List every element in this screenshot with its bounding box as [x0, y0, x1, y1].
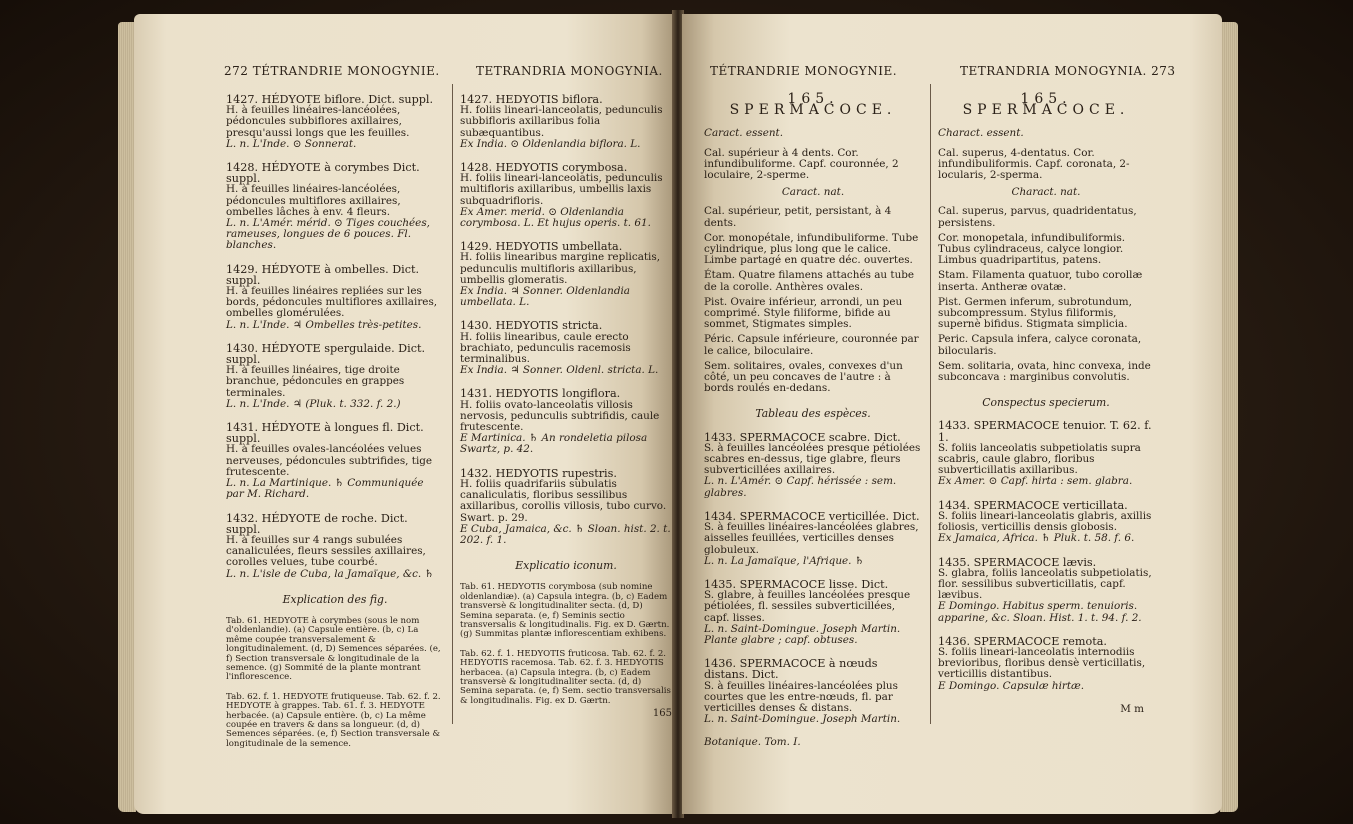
latin-column — [938, 90, 1154, 715]
entry-note: L. n. La Jamaïque, l'Afrique. ♄ — [704, 554, 865, 567]
entry-1430-la — [460, 320, 672, 376]
entry-note: L. n. L'isle de Cuba, la Jamaïque, &c. ♄ — [226, 567, 434, 580]
entry-text: S. glabre, à feuilles lancéolées presque pétiolées, fl. sessiles subverticillées, capf. lisses. — [704, 589, 911, 624]
entry-text: S. foliis lineari-lanceolatis internodiis brevioribus, floribus densè verticillatis, verticillis distantibus. — [938, 645, 1146, 681]
left-page — [134, 14, 674, 814]
entry-text: H. foliis quadrifariis subulatis canaliculatis, floribus sessilibus axillaribus, corollis villosis, tubo curvo. Swart. p. 29. — [460, 477, 667, 524]
char-line: Pist. Ovaire inférieur, arrondi, un peu comprimé. Style filiforme, bifide au sommet, Stigmates simples. — [704, 295, 903, 331]
entry-head: 1429. HÉDYOTE à ombelles. Dict. suppl. — [226, 262, 420, 287]
entry-text: H. foliis lineari-lanceolatis, pedunculis multifloris axillaribus, umbellis laxis subquadrifloris. — [460, 172, 663, 207]
char-line: Péric. Capsule inférieure, couronnée par le calice, biloculaire. — [704, 333, 919, 357]
entry-text: H. à feuilles ovales-lancéolées velues nerveuses, pédoncules subtrifides, tige frutescente. — [226, 443, 433, 478]
entry-text: H. foliis lineari-lanceolatis, pedunculis subbifloris axillaribus folia subæquantibus. — [460, 104, 663, 139]
entry-text: H. foliis ovato-lanceolatis villosis nervosis, pedunculis subtrifidis, caule frutescente. — [460, 398, 660, 434]
entry-head: 1427. HEDYOTIS biflora. — [460, 93, 603, 106]
char-label: Caract. nat. — [781, 186, 845, 199]
catchword: Botanique. Tom. I. — [704, 736, 801, 749]
entry-1432-la — [460, 468, 672, 546]
entry-head: 1433. SPERMACOCE scabre. Dict. — [704, 430, 901, 444]
entry-head: 1428. HÉDYOTE à corymbes Dict. suppl. — [226, 161, 420, 186]
entry-1436-la — [938, 636, 1154, 692]
entry-note: E Martinica. ♄ An rondeletia pilosa Swartz, p. 42. — [460, 432, 648, 456]
entry-head: 1436. SPERMACOCE à nœuds distans. Dict. — [704, 657, 878, 682]
char-line: Pist. Germen inferum, subrotundum, subcompressum. Stylus filiformis, supernè bifidus. Stigmata simplicia. — [938, 295, 1132, 331]
entry-1431-la — [460, 388, 672, 455]
entry-head: 1429. HEDYOTIS umbellata. — [460, 240, 623, 254]
entry-note: L. n. L'Amér. ⊙ Capf. hérissée : sem. glabres. — [704, 475, 897, 499]
entry-head: 1434. SPERMACOCE verticillée. Dict. — [704, 509, 920, 523]
entry-text: S. foliis lineari-lanceolatis glabris, axillis foliosis, verticillis densis globosis. — [938, 509, 1152, 534]
signature-mark: M m — [1120, 702, 1144, 715]
entry-1434-fr — [704, 511, 922, 567]
entry-head: 1432. HÉDYOTE de roche. Dict. suppl. — [226, 511, 408, 536]
figure-caption: Tab. 61. HEDYOTE à corymbes (sous le nom d'oldenlandie). (a) Capsule entière. (b, c) La même coupée transversalement & longitudinalement. (d, D) Semences séparées. (e, f) Section transversale & longitudinale de la semence. (g) Sommité de la plante montrant l'inflorescence. — [226, 615, 441, 683]
char-text: Cal. superus, 4-dentatus. Cor. infundibuliformis. Capf. coronata, 2-locularis, 2-sperma. — [938, 146, 1130, 182]
char-line: Cor. monopétale, infundibuliforme. Tube cylindrique, plus long que le calice. Limbe partagé en quatre déc. ouvertes. — [704, 231, 919, 267]
entry-note: Ex Amer. ⊙ Capf. hirta : sem. glabra. — [938, 475, 1133, 488]
entry-note: Ex Amer. merid. ⊙ Oldenlandia corymbosa. L. Et hujus operis. t. 61. — [460, 205, 651, 230]
genus-title: 165. SPERMACOCE. — [729, 91, 897, 119]
entry-head: 1432. HEDYOTIS rupestris. — [460, 466, 617, 480]
entry-note: L. n. L'Inde. ♃ (Pluk. t. 332. f. 2.) — [226, 397, 401, 410]
section-title: Explicatio iconum. — [515, 559, 617, 573]
entry-note: E Domingo. Capsulæ hirtæ. — [938, 679, 1085, 692]
entry-text: S. foliis lanceolatis subpetiolatis supra scabris, caule glabro, floribus subverticillatis axillaribus. — [938, 441, 1141, 477]
page-edges-right — [1220, 22, 1238, 812]
entry-1433-la — [938, 420, 1154, 487]
right-page — [682, 14, 1222, 814]
genus-title: 165. SPERMACOCE. — [962, 91, 1130, 119]
char-line: Sem. solitaires, ovales, convexes d'un côté, un peu concaves de l'autre : à bords roulés en-dedans. — [704, 359, 903, 395]
entry-1430-fr — [226, 343, 444, 410]
entry-head: 1430. HEDYOTIS stricta. — [460, 319, 603, 333]
char-line: Étam. Quatre filamens attachés au tube de la corolle. Anthères ovales. — [704, 269, 915, 293]
entry-1429-fr — [226, 264, 444, 331]
entry-text: S. à feuilles linéaires-lancéolées plus courtes que les entre-nœuds, fl. par verticilles denses & distans. — [704, 679, 898, 714]
char-label: Caract. essent. — [704, 127, 784, 140]
entry-head: 1435. SPERMACOCE lævis. — [938, 555, 1097, 569]
char-line: Cal. superus, parvus, quadridentatus, persistens. — [938, 205, 1137, 229]
entry-1427-la — [460, 94, 672, 150]
entry-note: Ex India. ♃ Sonner. Oldenlandia umbellata. L. — [460, 285, 630, 309]
figure-caption: Tab. 62. f. 1. HEDYOTIS fruticosa. Tab. 62. f. 2. HEDYOTIS racemosa. Tab. 62. f. 3. HEDYOTIS herbacea. (a) Capsula integra. (b, c) Eadem transversè & longitudinaliter secta. (d, d) Semina separata. (e, f) Sem. sectio transversalis & longitudinalis. Fig. ex D. Gærtn. — [460, 648, 671, 706]
french-column — [704, 90, 922, 749]
figure-caption: Tab. 61. HEDYOTIS corymbosa (sub nomine oldenlandiæ). (a) Capsula integra. (b, c) Eadem transversè & longitudinaliter secta. (d, D) Semina separata. (e, f) Seminis sectio transversalis & longitudinalis. Fig. ex D. Gærtn. (g) Summitas plantæ inflorescentiam exhibens. — [460, 582, 670, 640]
entry-1435-fr — [704, 579, 922, 646]
char-line: Peric. Capsula infera, calyce coronata, bilocularis. — [938, 333, 1142, 357]
entry-1433-fr — [704, 432, 922, 499]
entry-1432-fr — [226, 513, 444, 580]
running-head-right: TETRANDRIA MONOGYNIA. 273 — [960, 64, 1176, 78]
entry-head: 1436. SPERMACOCE remota. — [938, 634, 1107, 648]
latin-column — [460, 94, 672, 719]
char-line: Stam. Filamenta quatuor, tubo corollæ inserta. Antheræ ovatæ. — [938, 269, 1143, 293]
entry-text: S. à feuilles linéaires-lancéolées glabres, aisselles feuillées, verticilles denses globuleux. — [704, 521, 919, 556]
entry-text: H. à feuilles linéaires repliées sur les bords, pédoncules multiflores axillaires, ombelles glomérulées. — [226, 285, 438, 320]
entry-note: L. n. L'Amér. mérid. ⊙ Tiges couchées, rameuses, longues de 6 pouces. Fl. blanches. — [226, 217, 430, 252]
entry-1436-fr — [704, 658, 922, 725]
char-line: Cal. supérieur, petit, persistant, à 4 dents. — [704, 205, 892, 229]
entry-note: L. n. L'Inde. ♃ Ombelles très-petites. — [226, 318, 422, 331]
char-label: Charact. nat. — [1011, 186, 1081, 199]
entry-head: 1428. HEDYOTIS corymbosa. — [460, 161, 628, 175]
entry-head: 1431. HEDYOTIS longiflora. — [460, 387, 621, 401]
entry-text: H. foliis linearibus, caule erecto brachiato, pedunculis racemosis terminalibus. — [460, 330, 631, 366]
char-line: Cor. monopetala, infundibuliformis. Tubus cylindraceus, calyce longior. Limbus quadripartitus, patens. — [938, 231, 1126, 267]
running-head-left: 272 TÉTRANDRIE MONOGYNIE. — [224, 64, 440, 78]
running-head-right: TETRANDRIA MONOGYNIA. — [476, 64, 663, 78]
entry-note: L. n. Saint-Domingue. Joseph Martin. — [704, 713, 901, 726]
entry-note: E Cuba, Jamaica, &c. ♄ Sloan. hist. 2. t. 202. f. 1. — [460, 522, 671, 546]
entry-1435-la — [938, 557, 1154, 624]
entry-text: S. glabra, foliis lanceolatis subpetiolatis, flor. sessilibus subverticillatis, capf. lævibus. — [938, 566, 1152, 602]
entry-text: H. à feuilles linéaires-lancéolées, pédoncules multiflores axillaires, ombelles lâches à env. 4 fleurs. — [226, 183, 401, 218]
char-label: Charact. essent. — [938, 127, 1024, 140]
french-column — [226, 94, 444, 749]
entry-1434-la — [938, 500, 1154, 545]
entry-note: L. n. Saint-Domingue. Joseph Martin. Plante glabre ; capf. obtuses. — [704, 622, 901, 646]
entry-1428-fr — [226, 162, 444, 252]
entry-text: H. à feuilles linéaires, tige droite branchue, pédoncules en grappes terminales. — [226, 364, 405, 399]
entry-note: Ex Jamaica, Africa. ♄ Pluk. t. 58. f. 6. — [938, 532, 1135, 545]
catchword: 165 — [652, 708, 672, 720]
entry-1431-fr — [226, 422, 444, 500]
entry-1428-la — [460, 162, 672, 229]
entry-1427-fr — [226, 94, 444, 150]
entry-head: 1434. SPERMACOCE verticillata. — [938, 498, 1128, 512]
entry-text: S. à feuilles lancéolées presque pétiolées scabres en-dessus, tige glabre, fleurs subverticillées axillaires. — [704, 441, 921, 477]
entry-note: E Domingo. Habitus sperm. tenuioris. apparine, &c. Sloan. Hist. 1. t. 94. f. 2. — [938, 600, 1142, 624]
figure-caption: Tab. 62. f. 1. HEDYOTE frutiqueuse. Tab. 62. f. 2. HEDYOTE à grappes. Tab. 61. f. 3. HEDYOTE herbacée. (a) Capsule entière. (b, c) La même coupée en travers & dans sa longueur. (d, d) Semences séparées. (e, f) Section transversale & longitudinale de la semence. — [226, 691, 441, 749]
entry-note: L. n. L'Inde. ⊙ Sonnerat. — [226, 137, 357, 150]
entry-note: Ex India. ♃ Sonner. Oldenl. stricta. L. — [460, 364, 659, 377]
char-line: Sem. solitaria, ovata, hinc convexa, inde subconcava : marginibus convolutis. — [938, 359, 1151, 384]
entry-head: 1430. HÉDYOTE spergulaide. Dict. suppl. — [226, 341, 426, 367]
running-head-left: TÉTRANDRIE MONOGYNIE. — [710, 64, 898, 78]
section-title: Conspectus specierum. — [982, 396, 1110, 410]
section-title: Explication des fig. — [282, 592, 388, 606]
entry-head: 1431. HÉDYOTE à longues fl. Dict. suppl. — [226, 421, 424, 446]
section-title: Tableau des espèces. — [755, 407, 871, 421]
entry-head: 1427. HÉDYOTE biflore. Dict. suppl. — [226, 93, 434, 106]
column-rule — [452, 84, 453, 724]
entry-note: Ex India. ⊙ Oldenlandia biflora. L. — [460, 137, 641, 150]
column-rule — [930, 84, 931, 724]
entry-1429-la — [460, 241, 672, 308]
char-text: Cal. supérieur à 4 dents. Cor. infundibuliforme. Capf. couronnée, 2 loculaire, 2-sperme. — [704, 146, 899, 182]
entry-head: 1433. SPERMACOCE tenuior. T. 62. f. 1. — [938, 419, 1152, 444]
entry-text: H. foliis linearibus margine replicatis, pedunculis multifloris axillaribus, umbellis glomeratis. — [460, 251, 661, 286]
entry-head: 1435. SPERMACOCE lisse. Dict. — [704, 577, 889, 591]
entry-text: H. à feuilles sur 4 rangs subulées canaliculées, fleurs sessiles axillaires, corolles velues, tube courbé. — [226, 533, 426, 569]
entry-text: H. à feuilles linéaires-lancéolées, pédoncules subbiflores axillaires, presqu'aussi longs que les feuilles. — [226, 104, 410, 139]
entry-note: L. n. La Martinique. ♄ Communiquée par M. Richard. — [226, 477, 424, 501]
